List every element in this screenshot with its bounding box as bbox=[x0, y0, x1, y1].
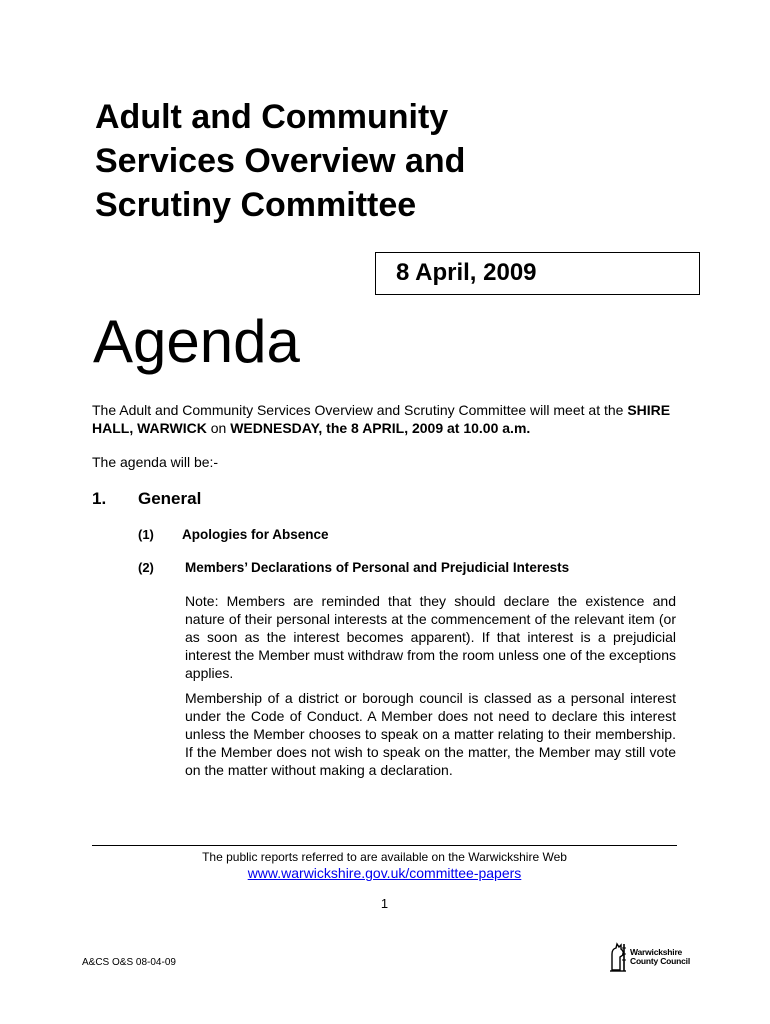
committee-papers-link[interactable]: www.warwickshire.gov.uk/committee-papers bbox=[247, 865, 522, 881]
council-logo bbox=[608, 940, 708, 974]
intro-venue: SHIRE HALL, WARWICK bbox=[92, 402, 671, 436]
agenda-heading: Agenda bbox=[93, 308, 300, 375]
footer-divider bbox=[92, 845, 677, 846]
agenda-lead-in: The agenda will be:- bbox=[92, 454, 219, 470]
logo-wordmark bbox=[630, 948, 690, 966]
meeting-intro bbox=[92, 401, 682, 437]
document-reference: A&CS O&S 08-04-09 bbox=[82, 957, 176, 968]
document-title bbox=[95, 95, 655, 227]
intro-text-on: on bbox=[206, 420, 231, 436]
intro-datetime: WEDNESDAY, the 8 APRIL, 2009 at 10.00 a.m. bbox=[230, 420, 531, 436]
logo-line-2: County Council bbox=[630, 956, 690, 966]
item-title: Members’ Declarations of Personal and Prejudicial Interests bbox=[185, 560, 570, 575]
intro-text: The Adult and Community Services Overview and Scrutiny Committee will meet at the bbox=[92, 402, 628, 418]
item-title: Apologies for Absence bbox=[182, 527, 329, 542]
bear-and-staff-icon bbox=[608, 940, 628, 974]
title-line: Adult and Community bbox=[95, 98, 449, 136]
section-title: General bbox=[138, 489, 202, 508]
declaration-note: Note: Members are reminded that they should declare the existence and nature of their personal interests at the commencement of the relevant item (or as soon as the interest becomes apparent). If that interest is a prejudicial interest the Member must withdraw from the room unless one of the exceptions applies. bbox=[185, 593, 676, 681]
meeting-date: 8 April, 2009 bbox=[396, 259, 537, 286]
item-number: (1) bbox=[138, 527, 154, 542]
title-line: Scrutiny Committee bbox=[95, 186, 417, 224]
meeting-date-box bbox=[375, 252, 700, 295]
footer-note: The public reports referred to are available on the Warwickshire Web bbox=[202, 850, 567, 864]
logo-line-1: Warwickshire bbox=[630, 947, 683, 957]
item-number: (2) bbox=[138, 560, 154, 575]
title-line: Services Overview and bbox=[95, 142, 466, 180]
page-number: 1 bbox=[380, 896, 389, 911]
membership-note: Membership of a district or borough council is classed as a personal interest under the Code of Conduct. A Member does not need to declare this interest unless the Member chooses to speak on a matter relating to their membership. If the Member does not wish to speak on the matter, the Member may still vote on the matter without making a declaration. bbox=[185, 690, 676, 778]
section-number: 1. bbox=[92, 489, 107, 508]
